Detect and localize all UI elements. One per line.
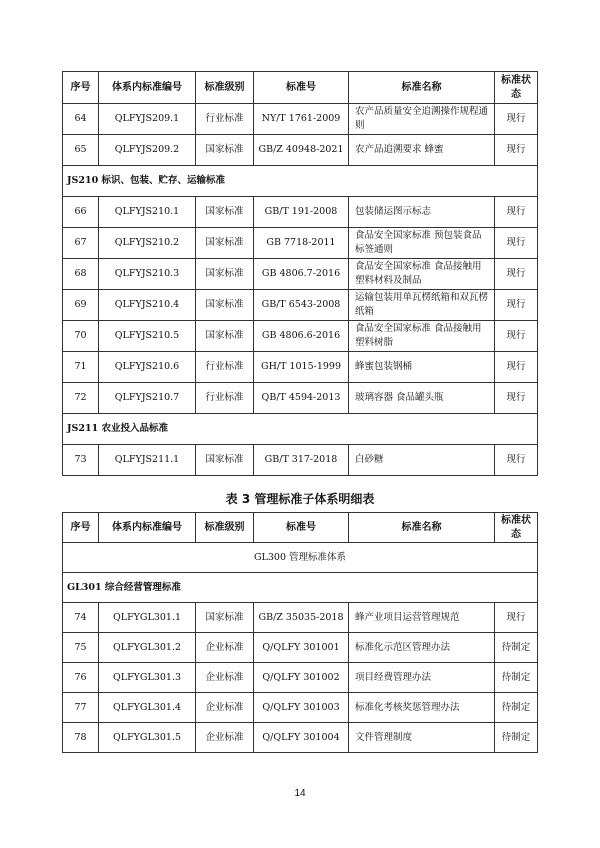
table-row bbox=[63, 259, 538, 290]
cell-level: 企业标准 bbox=[196, 723, 254, 753]
cell-level: 国家标准 bbox=[196, 228, 254, 259]
header-no: 序号 bbox=[63, 72, 99, 104]
cell-status: 现行 bbox=[495, 290, 538, 321]
cell-std: Q/QLFY 301003 bbox=[254, 693, 349, 723]
cell-status: 现行 bbox=[495, 445, 538, 476]
header-code: 体系内标准编号 bbox=[99, 72, 196, 104]
cell-std: GB/T 6543-2008 bbox=[254, 290, 349, 321]
section-label: GL301 综合经营管理标准 bbox=[63, 573, 538, 603]
cell-status: 待制定 bbox=[495, 723, 538, 753]
cell-code: QLFYGL301.5 bbox=[99, 723, 196, 753]
cell-code: QLFYJS210.4 bbox=[99, 290, 196, 321]
header-std: 标准号 bbox=[254, 72, 349, 104]
cell-name: 运输包装用单瓦楞纸箱和双瓦楞纸箱 bbox=[349, 290, 495, 321]
cell-std: NY/T 1761-2009 bbox=[254, 104, 349, 135]
cell-name: 标准化示范区管理办法 bbox=[349, 633, 495, 663]
header-level: 标准级别 bbox=[196, 513, 254, 543]
cell-no: 68 bbox=[63, 259, 99, 290]
cell-level: 行业标准 bbox=[196, 104, 254, 135]
header-std: 标准号 bbox=[254, 513, 349, 543]
cell-status: 现行 bbox=[495, 197, 538, 228]
cell-no: 73 bbox=[63, 445, 99, 476]
cell-name: 农产品质量安全追溯操作规程通则 bbox=[349, 104, 495, 135]
cell-std: GB 4806.6-2016 bbox=[254, 321, 349, 352]
table-row bbox=[63, 228, 538, 259]
cell-name: 蜂产业项目运营管理规范 bbox=[349, 603, 495, 633]
table-row bbox=[63, 693, 538, 723]
cell-code: QLFYGL301.3 bbox=[99, 663, 196, 693]
cell-no: 64 bbox=[63, 104, 99, 135]
cell-code: QLFYJS210.5 bbox=[99, 321, 196, 352]
cell-level: 行业标准 bbox=[196, 352, 254, 383]
cell-status: 现行 bbox=[495, 603, 538, 633]
cell-name: 农产品追溯要求 蜂蜜 bbox=[349, 135, 495, 166]
cell-level: 国家标准 bbox=[196, 259, 254, 290]
cell-code: QLFYGL301.4 bbox=[99, 693, 196, 723]
table-row bbox=[63, 104, 538, 135]
cell-name: 项目经费管理办法 bbox=[349, 663, 495, 693]
table-row bbox=[63, 290, 538, 321]
cell-status: 待制定 bbox=[495, 633, 538, 663]
cell-code: QLFYJS210.6 bbox=[99, 352, 196, 383]
table-standards-technical bbox=[62, 71, 538, 476]
cell-std: GB/Z 35035-2018 bbox=[254, 603, 349, 633]
cell-status: 现行 bbox=[495, 259, 538, 290]
page-number: 14 bbox=[294, 788, 306, 799]
cell-no: 67 bbox=[63, 228, 99, 259]
table-header-row bbox=[63, 72, 538, 104]
cell-status: 现行 bbox=[495, 104, 538, 135]
header-name: 标准名称 bbox=[349, 72, 495, 104]
header-level: 标准级别 bbox=[196, 72, 254, 104]
cell-std: GB 7718-2011 bbox=[254, 228, 349, 259]
table-row bbox=[63, 197, 538, 228]
header-name: 标准名称 bbox=[349, 513, 495, 543]
cell-std: Q/QLFY 301001 bbox=[254, 633, 349, 663]
header-code: 体系内标准编号 bbox=[99, 513, 196, 543]
cell-name: 白砂糖 bbox=[349, 445, 495, 476]
cell-status: 现行 bbox=[495, 228, 538, 259]
cell-level: 行业标准 bbox=[196, 383, 254, 414]
cell-level: 企业标准 bbox=[196, 633, 254, 663]
cell-name: 食品安全国家标准 食品接触用塑料树脂 bbox=[349, 321, 495, 352]
cell-level: 国家标准 bbox=[196, 321, 254, 352]
cell-std: GB 4806.7-2016 bbox=[254, 259, 349, 290]
cell-name: 食品安全国家标准 食品接触用塑料材料及制品 bbox=[349, 259, 495, 290]
header-no: 序号 bbox=[63, 513, 99, 543]
table-caption: 表 3 管理标准子体系明细表 bbox=[225, 492, 375, 506]
category-row bbox=[63, 543, 538, 573]
cell-level: 国家标准 bbox=[196, 135, 254, 166]
cell-name: 标准化考核奖惩管理办法 bbox=[349, 693, 495, 723]
table-standards-management bbox=[62, 512, 538, 753]
table-row bbox=[63, 352, 538, 383]
category-label: GL300 管理标准体系 bbox=[63, 543, 538, 573]
cell-name: 玻璃容器 食品罐头瓶 bbox=[349, 383, 495, 414]
section-row bbox=[63, 573, 538, 603]
cell-code: QLFYJS210.2 bbox=[99, 228, 196, 259]
cell-name: 文件管理制度 bbox=[349, 723, 495, 753]
cell-name: 食品安全国家标准 预包装食品标签通则 bbox=[349, 228, 495, 259]
table-body bbox=[63, 104, 538, 476]
cell-status: 现行 bbox=[495, 321, 538, 352]
cell-code: QLFYJS210.3 bbox=[99, 259, 196, 290]
table-body bbox=[63, 543, 538, 753]
cell-std: QB/T 4594-2013 bbox=[254, 383, 349, 414]
cell-std: GH/T 1015-1999 bbox=[254, 352, 349, 383]
cell-name: 蜂蜜包装钢桶 bbox=[349, 352, 495, 383]
section-label: JS210 标识、包装、贮存、运输标准 bbox=[63, 166, 538, 197]
table-row bbox=[63, 603, 538, 633]
table-row bbox=[63, 663, 538, 693]
cell-no: 65 bbox=[63, 135, 99, 166]
header-status: 标准状态 bbox=[495, 513, 538, 543]
cell-level: 企业标准 bbox=[196, 693, 254, 723]
cell-code: QLFYJS210.1 bbox=[99, 197, 196, 228]
cell-code: QLFYJS210.7 bbox=[99, 383, 196, 414]
cell-level: 国家标准 bbox=[196, 445, 254, 476]
cell-no: 75 bbox=[63, 633, 99, 663]
cell-status: 现行 bbox=[495, 383, 538, 414]
cell-level: 国家标准 bbox=[196, 290, 254, 321]
table-row bbox=[63, 723, 538, 753]
cell-std: GB/T 317-2018 bbox=[254, 445, 349, 476]
cell-std: GB/T 191-2008 bbox=[254, 197, 349, 228]
table-header-row bbox=[63, 513, 538, 543]
cell-code: QLFYJS209.2 bbox=[99, 135, 196, 166]
table-row bbox=[63, 321, 538, 352]
table-row bbox=[63, 445, 538, 476]
table-row bbox=[63, 135, 538, 166]
section-row bbox=[63, 414, 538, 445]
section-label: JS211 农业投入品标准 bbox=[63, 414, 538, 445]
cell-level: 企业标准 bbox=[196, 663, 254, 693]
cell-std: Q/QLFY 301004 bbox=[254, 723, 349, 753]
cell-std: Q/QLFY 301002 bbox=[254, 663, 349, 693]
cell-status: 现行 bbox=[495, 135, 538, 166]
cell-no: 76 bbox=[63, 663, 99, 693]
cell-status: 待制定 bbox=[495, 693, 538, 723]
cell-no: 69 bbox=[63, 290, 99, 321]
section-row bbox=[63, 166, 538, 197]
cell-no: 77 bbox=[63, 693, 99, 723]
cell-level: 国家标准 bbox=[196, 197, 254, 228]
table-row bbox=[63, 383, 538, 414]
cell-std: GB/Z 40948-2021 bbox=[254, 135, 349, 166]
cell-code: QLFYJS209.1 bbox=[99, 104, 196, 135]
cell-no: 74 bbox=[63, 603, 99, 633]
cell-name: 包装储运图示标志 bbox=[349, 197, 495, 228]
header-status: 标准状态 bbox=[495, 72, 538, 104]
cell-code: QLFYGL301.2 bbox=[99, 633, 196, 663]
cell-no: 70 bbox=[63, 321, 99, 352]
cell-no: 72 bbox=[63, 383, 99, 414]
cell-no: 66 bbox=[63, 197, 99, 228]
table-row bbox=[63, 633, 538, 663]
cell-code: QLFYJS211.1 bbox=[99, 445, 196, 476]
cell-level: 国家标准 bbox=[196, 603, 254, 633]
cell-no: 78 bbox=[63, 723, 99, 753]
cell-code: QLFYGL301.1 bbox=[99, 603, 196, 633]
cell-status: 现行 bbox=[495, 352, 538, 383]
cell-no: 71 bbox=[63, 352, 99, 383]
cell-status: 待制定 bbox=[495, 663, 538, 693]
